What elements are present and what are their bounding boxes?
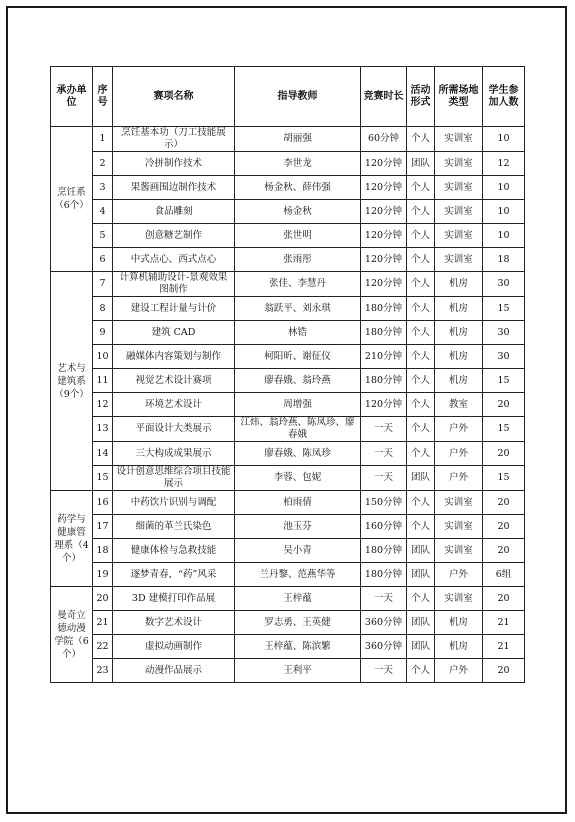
event-name: 计算机辅助设计-景观效果图制作 [113, 272, 235, 297]
venue-type: 户外 [435, 563, 483, 587]
row-number: 3 [93, 176, 113, 200]
venue-type: 教室 [435, 393, 483, 417]
department-cell: 艺术与建筑系（9个） [51, 272, 93, 491]
teacher-name: 张世明 [235, 224, 361, 248]
row-number: 16 [93, 491, 113, 515]
activity-form: 个人 [407, 369, 435, 393]
duration: 一天 [361, 659, 407, 683]
department-cell: 曼奇立德动漫学院（6个） [51, 587, 93, 683]
teacher-name: 柯阳昕、谢征仪 [235, 345, 361, 369]
venue-type: 实训室 [435, 127, 483, 152]
activity-form: 个人 [407, 417, 435, 442]
row-number: 11 [93, 369, 113, 393]
duration: 180分钟 [361, 321, 407, 345]
table-row [51, 393, 525, 417]
table-row [51, 369, 525, 393]
row-number: 7 [93, 272, 113, 297]
table-row [51, 176, 525, 200]
participant-count: 10 [483, 200, 525, 224]
table-body [51, 127, 525, 683]
duration: 一天 [361, 417, 407, 442]
venue-type: 实训室 [435, 200, 483, 224]
table-row [51, 321, 525, 345]
participant-count: 21 [483, 635, 525, 659]
teacher-name: 胡丽强 [235, 127, 361, 152]
row-number: 1 [93, 127, 113, 152]
table-row [51, 659, 525, 683]
venue-type: 机房 [435, 321, 483, 345]
event-name: 视觉艺术设计赛项 [113, 369, 235, 393]
activity-form: 个人 [407, 659, 435, 683]
table-row [51, 417, 525, 442]
duration: 360分钟 [361, 611, 407, 635]
row-number: 6 [93, 248, 113, 272]
duration: 160分钟 [361, 515, 407, 539]
event-name: 创意糖艺制作 [113, 224, 235, 248]
activity-form: 团队 [407, 152, 435, 176]
venue-type: 实训室 [435, 587, 483, 611]
competition-table [50, 66, 525, 683]
event-name: 建筑 CAD [113, 321, 235, 345]
row-number: 14 [93, 442, 113, 466]
row-number: 21 [93, 611, 113, 635]
activity-form: 个人 [407, 515, 435, 539]
duration: 120分钟 [361, 393, 407, 417]
activity-form: 团队 [407, 466, 435, 491]
table-row [51, 200, 525, 224]
row-number: 15 [93, 466, 113, 491]
table-row [51, 611, 525, 635]
event-name: 中药饮片识别与调配 [113, 491, 235, 515]
venue-type: 机房 [435, 297, 483, 321]
teacher-name: 池玉芬 [235, 515, 361, 539]
teacher-name: 廖春娥、陈凤珍 [235, 442, 361, 466]
venue-type: 户外 [435, 442, 483, 466]
teacher-name: 江炜、翁玲燕、陈凤珍、廖春娥 [235, 417, 361, 442]
venue-type: 户外 [435, 417, 483, 442]
duration: 180分钟 [361, 297, 407, 321]
event-name: 虚拟动画制作 [113, 635, 235, 659]
col-header-venue: 所需场地类型 [435, 67, 483, 127]
participant-count: 20 [483, 515, 525, 539]
row-number: 17 [93, 515, 113, 539]
event-name: 果酱画围边制作技术 [113, 176, 235, 200]
activity-form: 团队 [407, 563, 435, 587]
row-number: 4 [93, 200, 113, 224]
event-name: 融媒体内容策划与制作 [113, 345, 235, 369]
activity-form: 个人 [407, 248, 435, 272]
participant-count: 20 [483, 393, 525, 417]
participant-count: 21 [483, 611, 525, 635]
teacher-name: 王梓蕴 [235, 587, 361, 611]
teacher-name: 王利平 [235, 659, 361, 683]
activity-form: 团队 [407, 539, 435, 563]
table-row [51, 152, 525, 176]
activity-form: 个人 [407, 176, 435, 200]
col-header-number: 序号 [93, 67, 113, 127]
row-number: 19 [93, 563, 113, 587]
participant-count: 15 [483, 297, 525, 321]
duration: 120分钟 [361, 176, 407, 200]
event-name: 平面设计大类展示 [113, 417, 235, 442]
event-name: 设计创意思维综合项目技能展示 [113, 466, 235, 491]
row-number: 5 [93, 224, 113, 248]
activity-form: 个人 [407, 321, 435, 345]
activity-form: 个人 [407, 297, 435, 321]
duration: 60分钟 [361, 127, 407, 152]
col-header-unit: 承办单位 [51, 67, 93, 127]
table-row [51, 587, 525, 611]
teacher-name: 张雨彤 [235, 248, 361, 272]
table-row [51, 224, 525, 248]
table-row [51, 345, 525, 369]
teacher-name: 翁跃平、刘永琪 [235, 297, 361, 321]
participant-count: 15 [483, 466, 525, 491]
event-name: 动漫作品展示 [113, 659, 235, 683]
teacher-name: 林锆 [235, 321, 361, 345]
event-name: 逐梦青春，“药”风采 [113, 563, 235, 587]
participant-count: 12 [483, 152, 525, 176]
duration: 120分钟 [361, 272, 407, 297]
department-cell: 烹饪系（6个） [51, 127, 93, 272]
duration: 一天 [361, 587, 407, 611]
table-row [51, 442, 525, 466]
participant-count: 30 [483, 345, 525, 369]
teacher-name: 罗志勇、王英健 [235, 611, 361, 635]
participant-count: 10 [483, 127, 525, 152]
venue-type: 机房 [435, 272, 483, 297]
event-name: 环境艺术设计 [113, 393, 235, 417]
table-row [51, 491, 525, 515]
row-number: 20 [93, 587, 113, 611]
venue-type: 实训室 [435, 224, 483, 248]
table-row [51, 127, 525, 152]
table-row [51, 539, 525, 563]
participant-count: 20 [483, 659, 525, 683]
teacher-name: 杨金秋、薛伟强 [235, 176, 361, 200]
activity-form: 个人 [407, 200, 435, 224]
table-row [51, 635, 525, 659]
event-name: 三大构成成果展示 [113, 442, 235, 466]
venue-type: 实训室 [435, 248, 483, 272]
event-name: 数字艺术设计 [113, 611, 235, 635]
event-name: 细菌的革兰氏染色 [113, 515, 235, 539]
participant-count: 6组 [483, 563, 525, 587]
row-number: 10 [93, 345, 113, 369]
participant-count: 15 [483, 417, 525, 442]
table-row [51, 466, 525, 491]
teacher-name: 王梓蕴、陈滨繁 [235, 635, 361, 659]
duration: 一天 [361, 442, 407, 466]
teacher-name: 杨金秋 [235, 200, 361, 224]
event-name: 3D 建模打印作品展 [113, 587, 235, 611]
teacher-name: 张佳、李慧丹 [235, 272, 361, 297]
duration: 180分钟 [361, 539, 407, 563]
row-number: 2 [93, 152, 113, 176]
table-row [51, 248, 525, 272]
venue-type: 实训室 [435, 539, 483, 563]
event-name: 烹饪基本功（刀工技能展示） [113, 127, 235, 152]
activity-form: 个人 [407, 127, 435, 152]
col-header-count: 学生参加人数 [483, 67, 525, 127]
teacher-name: 廖春娥、翁玲燕 [235, 369, 361, 393]
duration: 一天 [361, 466, 407, 491]
event-name: 建设工程计量与计价 [113, 297, 235, 321]
event-name: 中式点心、西式点心 [113, 248, 235, 272]
duration: 120分钟 [361, 224, 407, 248]
col-header-form: 活动形式 [407, 67, 435, 127]
row-number: 22 [93, 635, 113, 659]
event-name: 冷拼制作技术 [113, 152, 235, 176]
teacher-name: 吴小青 [235, 539, 361, 563]
row-number: 12 [93, 393, 113, 417]
activity-form: 团队 [407, 635, 435, 659]
department-cell: 药学与健康管理系（4个） [51, 491, 93, 587]
col-header-event-name: 赛项名称 [113, 67, 235, 127]
venue-type: 机房 [435, 611, 483, 635]
row-number: 13 [93, 417, 113, 442]
participant-count: 10 [483, 224, 525, 248]
col-header-teacher: 指导教师 [235, 67, 361, 127]
participant-count: 18 [483, 248, 525, 272]
activity-form: 个人 [407, 393, 435, 417]
participant-count: 20 [483, 539, 525, 563]
row-number: 9 [93, 321, 113, 345]
activity-form: 个人 [407, 272, 435, 297]
duration: 120分钟 [361, 152, 407, 176]
participant-count: 15 [483, 369, 525, 393]
row-number: 18 [93, 539, 113, 563]
teacher-name: 李蓉、包妮 [235, 466, 361, 491]
event-name: 食品雕刻 [113, 200, 235, 224]
participant-count: 30 [483, 321, 525, 345]
activity-form: 个人 [407, 345, 435, 369]
duration: 180分钟 [361, 563, 407, 587]
duration: 210分钟 [361, 345, 407, 369]
duration: 120分钟 [361, 248, 407, 272]
venue-type: 实训室 [435, 152, 483, 176]
venue-type: 户外 [435, 466, 483, 491]
venue-type: 实训室 [435, 515, 483, 539]
activity-form: 团队 [407, 611, 435, 635]
teacher-name: 李世龙 [235, 152, 361, 176]
teacher-name: 兰丹黎、范燕华等 [235, 563, 361, 587]
venue-type: 户外 [435, 659, 483, 683]
participant-count: 20 [483, 587, 525, 611]
participant-count: 30 [483, 272, 525, 297]
participant-count: 20 [483, 442, 525, 466]
duration: 120分钟 [361, 200, 407, 224]
duration: 180分钟 [361, 369, 407, 393]
table-row [51, 297, 525, 321]
event-name: 健康体检与急救技能 [113, 539, 235, 563]
venue-type: 实训室 [435, 491, 483, 515]
row-number: 23 [93, 659, 113, 683]
table-row [51, 563, 525, 587]
activity-form: 个人 [407, 587, 435, 611]
venue-type: 机房 [435, 635, 483, 659]
teacher-name: 周增强 [235, 393, 361, 417]
participant-count: 10 [483, 176, 525, 200]
col-header-duration: 竞赛时长 [361, 67, 407, 127]
row-number: 8 [93, 297, 113, 321]
venue-type: 机房 [435, 369, 483, 393]
teacher-name: 柏雨倩 [235, 491, 361, 515]
table-row [51, 272, 525, 297]
duration: 150分钟 [361, 491, 407, 515]
activity-form: 个人 [407, 491, 435, 515]
activity-form: 个人 [407, 442, 435, 466]
header-row [51, 67, 525, 127]
table-row [51, 515, 525, 539]
participant-count: 20 [483, 491, 525, 515]
activity-form: 个人 [407, 224, 435, 248]
venue-type: 实训室 [435, 176, 483, 200]
venue-type: 机房 [435, 345, 483, 369]
duration: 360分钟 [361, 635, 407, 659]
